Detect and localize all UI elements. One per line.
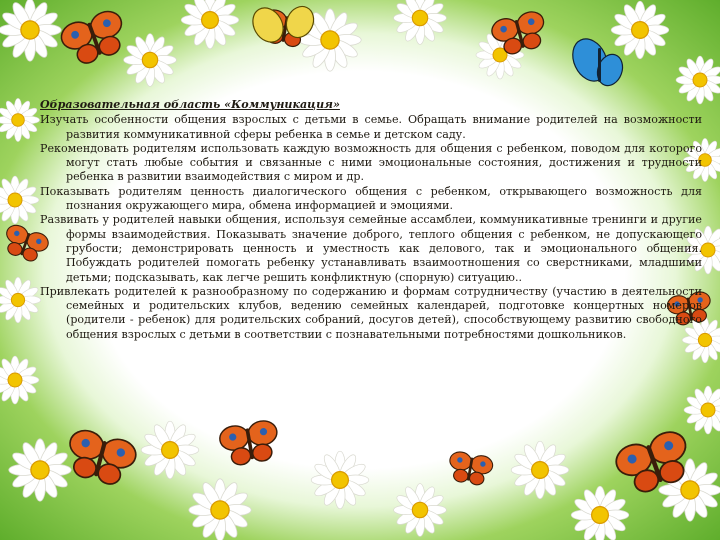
section-title: Образовательная область «Коммуникация» xyxy=(40,98,340,111)
paragraph: Развивать у родителей навыки общения, используя семейные ассамблеи, коммуникативные тренинги и другие формы взаимодействия. Показывать значение доброго, теплого общения с ребенком, не допускающего грубости; демонстрировать ценность и уместность как делового, так и эмоционального общения. Побуждать родителей помогать ребенку устанавливать взаимоотношения со сверстниками, младшими детьми; подсказывать, как легче решить конфликтную (спорную) ситуацию.. xyxy=(40,213,702,284)
paragraph: Рекомендовать родителям использовать каждую возможность для общения с ребенком, поводом для которого могут стать любые события и связанные с ними эмоциональные состояния, достижения и трудности ребенка в развитии взаимодействия с миром и др. xyxy=(40,141,702,184)
paragraph: Привлекать родителей к разнообразному по содержанию и формам сотрудничеству (участию в деятельности семейных и родительских клубов, ведению семейных календарей, подготовке концертных номеров (родители - ребенок) для родительских собраний, досугов детей), способствующему развитию свободного общения взрослых с детьми в соответствии с познавательными потребностями дошкольников. xyxy=(40,284,702,341)
paragraph: Изучать особенности общения взрослых с детьми в семье. Обращать внимание родителей на возможности развития коммуникативной сферы ребенка в семье и детском саду. xyxy=(40,113,702,141)
text-content xyxy=(40,98,702,428)
paragraph: Показывать родителям ценность диалогического общения с ребенком, открывающего возможность для познания окружающего мира, обмена информацией и эмоциями. xyxy=(40,184,702,213)
